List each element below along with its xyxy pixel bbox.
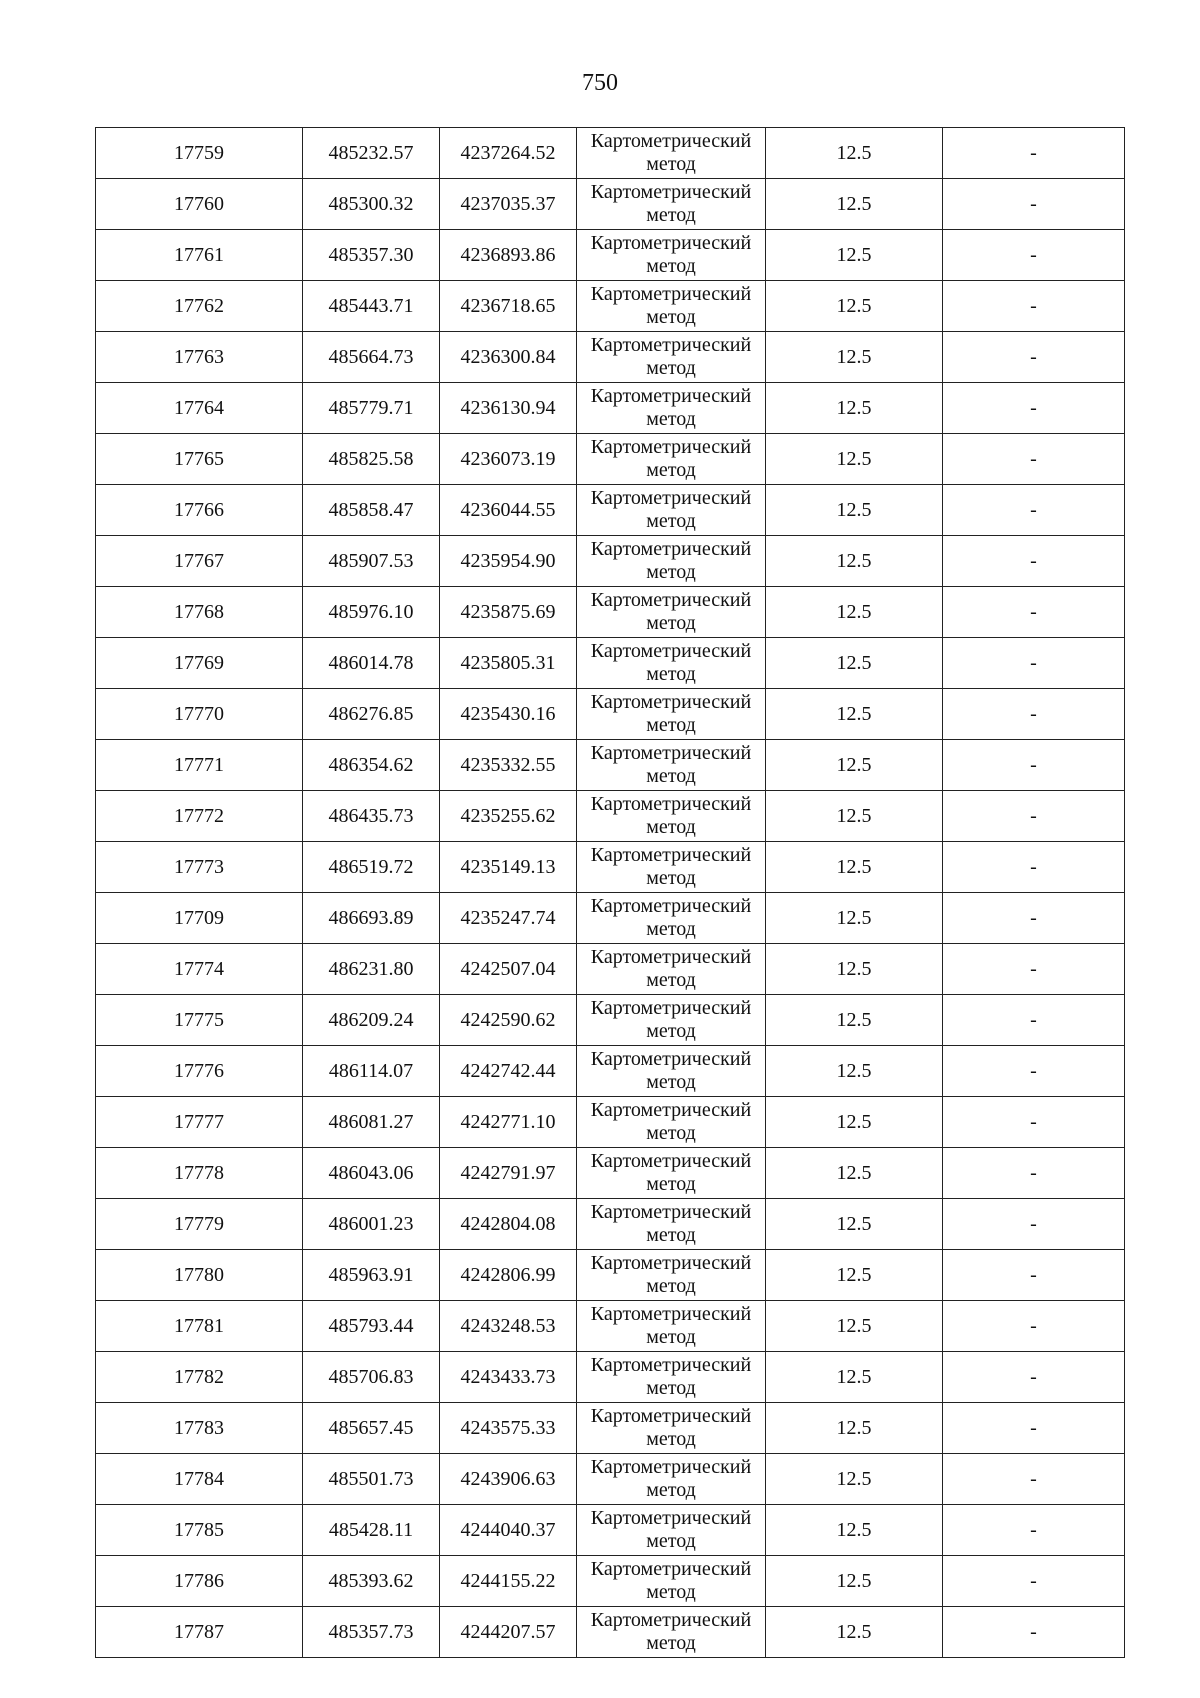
point-number-cell: 17787 [96,1607,303,1658]
accuracy-cell: 12.5 [766,944,943,995]
y-coordinate-cell: 4243433.73 [440,1352,577,1403]
method-cell [577,1556,766,1607]
accuracy-cell: 12.5 [766,689,943,740]
point-number-cell: 17785 [96,1505,303,1556]
method-line-1: Картометрический [590,1252,752,1274]
method-line-1: Картометрический [590,436,752,458]
method-line-1: Картометрический [590,1507,752,1529]
method-cell [577,1199,766,1250]
point-number-cell: 17766 [96,485,303,536]
accuracy-cell: 12.5 [766,536,943,587]
method-line-2: метод [646,357,696,379]
method-cell [577,1505,766,1556]
method-cell [577,893,766,944]
method-cell [577,1607,766,1658]
table-row [96,1097,1125,1148]
y-coordinate-cell: 4243248.53 [440,1301,577,1352]
point-number-cell: 17786 [96,1556,303,1607]
method-line-2: метод [646,306,696,328]
x-coordinate-cell: 486081.27 [303,1097,440,1148]
method-cell [577,1148,766,1199]
point-number-cell: 17760 [96,179,303,230]
y-coordinate-cell: 4242590.62 [440,995,577,1046]
method-cell [577,740,766,791]
note-cell: - [943,332,1125,383]
method-cell [577,791,766,842]
point-number-cell: 17782 [96,1352,303,1403]
method-cell [577,1403,766,1454]
note-cell: - [943,1250,1125,1301]
accuracy-cell: 12.5 [766,1403,943,1454]
method-line-2: метод [646,204,696,226]
y-coordinate-cell: 4244155.22 [440,1556,577,1607]
point-number-cell: 17761 [96,230,303,281]
method-line-1: Картометрический [590,385,752,407]
method-line-1: Картометрический [590,589,752,611]
note-cell: - [943,842,1125,893]
y-coordinate-cell: 4235255.62 [440,791,577,842]
note-cell: - [943,1352,1125,1403]
point-number-cell: 17767 [96,536,303,587]
y-coordinate-cell: 4235954.90 [440,536,577,587]
accuracy-cell: 12.5 [766,230,943,281]
method-cell [577,1454,766,1505]
method-line-2: метод [646,408,696,430]
note-cell: - [943,281,1125,332]
table-row [96,1403,1125,1454]
method-cell [577,1250,766,1301]
table-row [96,1250,1125,1301]
y-coordinate-cell: 4236073.19 [440,434,577,485]
accuracy-cell: 12.5 [766,1199,943,1250]
accuracy-cell: 12.5 [766,1505,943,1556]
method-line-1: Картометрический [590,895,752,917]
method-cell [577,179,766,230]
method-line-2: метод [646,816,696,838]
method-line-1: Картометрический [590,1456,752,1478]
note-cell: - [943,1301,1125,1352]
x-coordinate-cell: 485825.58 [303,434,440,485]
point-number-cell: 17776 [96,1046,303,1097]
table-row [96,536,1125,587]
method-line-1: Картометрический [590,538,752,560]
x-coordinate-cell: 485779.71 [303,383,440,434]
accuracy-cell: 12.5 [766,587,943,638]
method-line-1: Картометрический [590,640,752,662]
method-line-1: Картометрический [590,997,752,1019]
method-cell [577,434,766,485]
note-cell: - [943,791,1125,842]
note-cell: - [943,230,1125,281]
y-coordinate-cell: 4242806.99 [440,1250,577,1301]
method-line-1: Картометрический [590,1303,752,1325]
accuracy-cell: 12.5 [766,638,943,689]
table-row [96,689,1125,740]
table-row [96,944,1125,995]
method-line-2: метод [646,867,696,889]
table-row [96,638,1125,689]
method-line-1: Картометрический [590,844,752,866]
method-line-1: Картометрический [590,793,752,815]
method-line-2: метод [646,1173,696,1195]
x-coordinate-cell: 485501.73 [303,1454,440,1505]
point-number-cell: 17763 [96,332,303,383]
accuracy-cell: 12.5 [766,485,943,536]
method-line-2: метод [646,255,696,277]
y-coordinate-cell: 4237264.52 [440,128,577,179]
y-coordinate-cell: 4237035.37 [440,179,577,230]
method-line-2: метод [646,561,696,583]
point-number-cell: 17709 [96,893,303,944]
table-row [96,1505,1125,1556]
note-cell: - [943,1046,1125,1097]
method-line-2: метод [646,1326,696,1348]
method-line-2: метод [646,1275,696,1297]
note-cell: - [943,944,1125,995]
point-number-cell: 17771 [96,740,303,791]
note-cell: - [943,689,1125,740]
method-line-1: Картометрический [590,1609,752,1631]
note-cell: - [943,1505,1125,1556]
table-row [96,740,1125,791]
x-coordinate-cell: 486043.06 [303,1148,440,1199]
point-number-cell: 17777 [96,1097,303,1148]
method-line-2: метод [646,969,696,991]
table-row [96,1607,1125,1658]
note-cell: - [943,1607,1125,1658]
table-row [96,1148,1125,1199]
point-number-cell: 17764 [96,383,303,434]
method-line-2: метод [646,1632,696,1654]
x-coordinate-cell: 485657.45 [303,1403,440,1454]
x-coordinate-cell: 486519.72 [303,842,440,893]
accuracy-cell: 12.5 [766,179,943,230]
note-cell: - [943,1199,1125,1250]
table-row [96,995,1125,1046]
method-line-2: метод [646,1428,696,1450]
y-coordinate-cell: 4236300.84 [440,332,577,383]
point-number-cell: 17780 [96,1250,303,1301]
x-coordinate-cell: 485428.11 [303,1505,440,1556]
point-number-cell: 17765 [96,434,303,485]
method-cell [577,842,766,893]
method-cell [577,944,766,995]
note-cell: - [943,893,1125,944]
method-cell [577,128,766,179]
note-cell: - [943,638,1125,689]
table-row [96,587,1125,638]
point-number-cell: 17778 [96,1148,303,1199]
method-line-2: метод [646,1020,696,1042]
point-number-cell: 17773 [96,842,303,893]
note-cell: - [943,485,1125,536]
x-coordinate-cell: 485907.53 [303,536,440,587]
table-row [96,791,1125,842]
method-cell [577,638,766,689]
accuracy-cell: 12.5 [766,1046,943,1097]
y-coordinate-cell: 4235805.31 [440,638,577,689]
accuracy-cell: 12.5 [766,1148,943,1199]
method-cell [577,689,766,740]
y-coordinate-cell: 4236044.55 [440,485,577,536]
method-line-2: метод [646,714,696,736]
accuracy-cell: 12.5 [766,1250,943,1301]
method-cell [577,485,766,536]
x-coordinate-cell: 485976.10 [303,587,440,638]
method-line-2: метод [646,1224,696,1246]
note-cell: - [943,1454,1125,1505]
method-line-2: метод [646,1581,696,1603]
y-coordinate-cell: 4235875.69 [440,587,577,638]
table-row [96,1352,1125,1403]
method-line-1: Картометрический [590,946,752,968]
table-row [96,332,1125,383]
x-coordinate-cell: 485357.30 [303,230,440,281]
note-cell: - [943,995,1125,1046]
table-row [96,383,1125,434]
point-number-cell: 17784 [96,1454,303,1505]
method-line-1: Картометрический [590,130,752,152]
method-line-1: Картометрический [590,1354,752,1376]
method-line-2: метод [646,918,696,940]
y-coordinate-cell: 4244207.57 [440,1607,577,1658]
x-coordinate-cell: 485300.32 [303,179,440,230]
table-row [96,1454,1125,1505]
accuracy-cell: 12.5 [766,1097,943,1148]
table-row [96,434,1125,485]
note-cell: - [943,740,1125,791]
method-line-1: Картометрический [590,181,752,203]
point-number-cell: 17779 [96,1199,303,1250]
table-row [96,128,1125,179]
y-coordinate-cell: 4243575.33 [440,1403,577,1454]
note-cell: - [943,1403,1125,1454]
method-cell [577,281,766,332]
coordinates-table [95,127,1125,1658]
y-coordinate-cell: 4235247.74 [440,893,577,944]
accuracy-cell: 12.5 [766,1352,943,1403]
point-number-cell: 17759 [96,128,303,179]
method-line-1: Картометрический [590,334,752,356]
y-coordinate-cell: 4235149.13 [440,842,577,893]
method-line-1: Картометрический [590,283,752,305]
table-row [96,281,1125,332]
accuracy-cell: 12.5 [766,740,943,791]
point-number-cell: 17783 [96,1403,303,1454]
y-coordinate-cell: 4242742.44 [440,1046,577,1097]
method-cell [577,1352,766,1403]
x-coordinate-cell: 485443.71 [303,281,440,332]
method-cell [577,587,766,638]
coordinates-table-body [96,128,1125,1658]
method-line-2: метод [646,765,696,787]
y-coordinate-cell: 4242771.10 [440,1097,577,1148]
x-coordinate-cell: 486693.89 [303,893,440,944]
y-coordinate-cell: 4242791.97 [440,1148,577,1199]
x-coordinate-cell: 485706.83 [303,1352,440,1403]
point-number-cell: 17770 [96,689,303,740]
point-number-cell: 17781 [96,1301,303,1352]
y-coordinate-cell: 4242804.08 [440,1199,577,1250]
accuracy-cell: 12.5 [766,791,943,842]
x-coordinate-cell: 485963.91 [303,1250,440,1301]
y-coordinate-cell: 4242507.04 [440,944,577,995]
table-row [96,1199,1125,1250]
method-line-2: метод [646,1530,696,1552]
x-coordinate-cell: 485858.47 [303,485,440,536]
point-number-cell: 17762 [96,281,303,332]
point-number-cell: 17774 [96,944,303,995]
accuracy-cell: 12.5 [766,995,943,1046]
method-line-1: Картометрический [590,1048,752,1070]
method-line-1: Картометрический [590,1405,752,1427]
accuracy-cell: 12.5 [766,1454,943,1505]
x-coordinate-cell: 485793.44 [303,1301,440,1352]
accuracy-cell: 12.5 [766,1556,943,1607]
y-coordinate-cell: 4236718.65 [440,281,577,332]
note-cell: - [943,128,1125,179]
x-coordinate-cell: 485232.57 [303,128,440,179]
note-cell: - [943,179,1125,230]
method-cell [577,332,766,383]
method-line-1: Картометрический [590,1201,752,1223]
note-cell: - [943,1148,1125,1199]
accuracy-cell: 12.5 [766,842,943,893]
note-cell: - [943,536,1125,587]
method-line-2: метод [646,1122,696,1144]
y-coordinate-cell: 4235430.16 [440,689,577,740]
x-coordinate-cell: 486114.07 [303,1046,440,1097]
x-coordinate-cell: 486435.73 [303,791,440,842]
point-number-cell: 17769 [96,638,303,689]
point-number-cell: 17768 [96,587,303,638]
method-line-2: метод [646,510,696,532]
table-row [96,1556,1125,1607]
accuracy-cell: 12.5 [766,332,943,383]
x-coordinate-cell: 485664.73 [303,332,440,383]
x-coordinate-cell: 486001.23 [303,1199,440,1250]
method-cell [577,230,766,281]
table-row [96,485,1125,536]
x-coordinate-cell: 486209.24 [303,995,440,1046]
method-line-1: Картометрический [590,1150,752,1172]
x-coordinate-cell: 485393.62 [303,1556,440,1607]
x-coordinate-cell: 486276.85 [303,689,440,740]
method-cell [577,995,766,1046]
method-line-1: Картометрический [590,232,752,254]
accuracy-cell: 12.5 [766,1301,943,1352]
method-cell [577,536,766,587]
method-line-2: метод [646,663,696,685]
method-line-1: Картометрический [590,691,752,713]
table-row [96,893,1125,944]
table-row [96,1046,1125,1097]
method-line-1: Картометрический [590,1099,752,1121]
note-cell: - [943,1556,1125,1607]
method-line-2: метод [646,459,696,481]
method-line-2: метод [646,1479,696,1501]
note-cell: - [943,587,1125,638]
method-line-1: Картометрический [590,487,752,509]
y-coordinate-cell: 4236130.94 [440,383,577,434]
method-cell [577,383,766,434]
accuracy-cell: 12.5 [766,893,943,944]
method-line-1: Картометрический [590,1558,752,1580]
x-coordinate-cell: 485357.73 [303,1607,440,1658]
accuracy-cell: 12.5 [766,281,943,332]
y-coordinate-cell: 4243906.63 [440,1454,577,1505]
x-coordinate-cell: 486231.80 [303,944,440,995]
accuracy-cell: 12.5 [766,1607,943,1658]
table-row [96,842,1125,893]
method-cell [577,1301,766,1352]
x-coordinate-cell: 486014.78 [303,638,440,689]
note-cell: - [943,434,1125,485]
note-cell: - [943,1097,1125,1148]
point-number-cell: 17775 [96,995,303,1046]
y-coordinate-cell: 4244040.37 [440,1505,577,1556]
page-number: 750 [582,70,618,96]
note-cell: - [943,383,1125,434]
method-line-2: метод [646,1071,696,1093]
point-number-cell: 17772 [96,791,303,842]
x-coordinate-cell: 486354.62 [303,740,440,791]
method-line-2: метод [646,612,696,634]
accuracy-cell: 12.5 [766,434,943,485]
method-cell [577,1097,766,1148]
table-row [96,1301,1125,1352]
table-row [96,179,1125,230]
accuracy-cell: 12.5 [766,128,943,179]
y-coordinate-cell: 4235332.55 [440,740,577,791]
y-coordinate-cell: 4236893.86 [440,230,577,281]
method-line-2: метод [646,153,696,175]
method-cell [577,1046,766,1097]
method-line-1: Картометрический [590,742,752,764]
accuracy-cell: 12.5 [766,383,943,434]
method-line-2: метод [646,1377,696,1399]
table-row [96,230,1125,281]
